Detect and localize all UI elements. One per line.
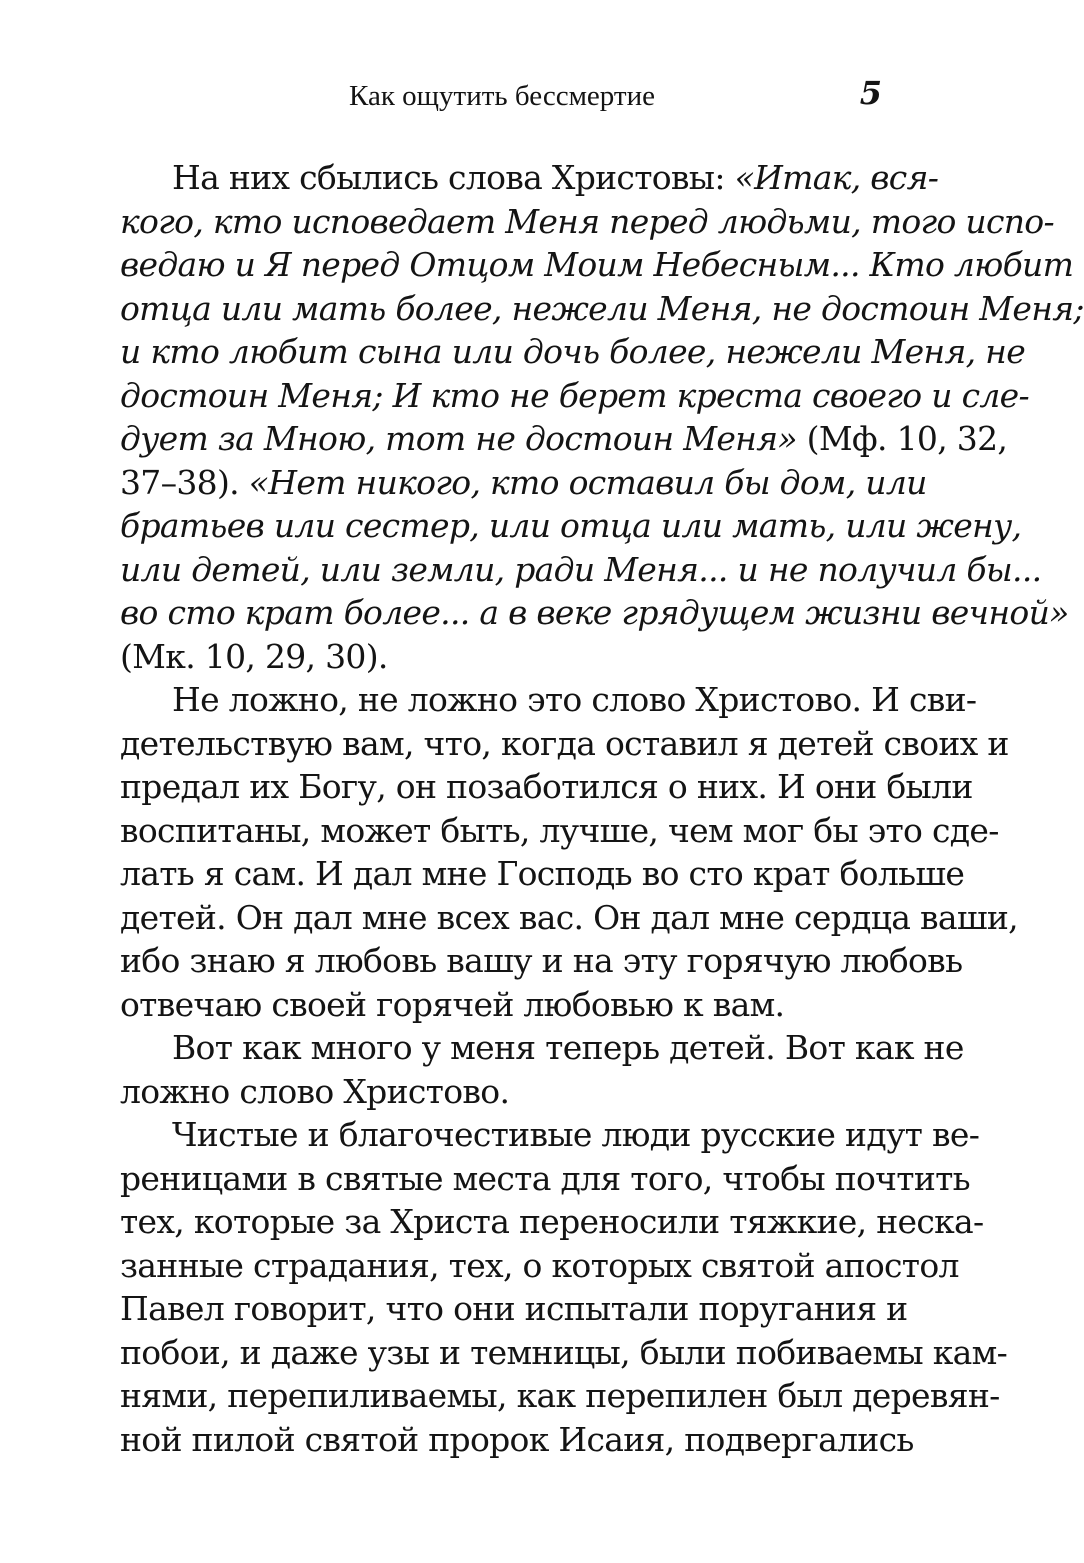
text-line: ной пилой святой пророк Исаия, подвергались: [120, 1419, 914, 1459]
text-line: и кто любит сына или дочь более, нежели Меня, не: [120, 332, 1026, 371]
text-line: (Мк. 10, 29, 30).: [120, 636, 388, 676]
text-line: На них сбылись слова Христовы: «Итак, вся-: [172, 158, 939, 197]
text-line: достоин Меня; И кто не берет креста своего и сле-: [120, 375, 1029, 415]
text-line: ведаю и Я перед Отцом Моим Небесным... Кто любит: [120, 245, 1074, 284]
running-head: [120, 74, 884, 118]
text-line: воспитаны, может быть, лучше, чем мог бы это сде-: [120, 810, 999, 850]
text-body: [120, 156, 1084, 1461]
text-line: реницами в святые места для того, чтобы почтить: [120, 1158, 970, 1198]
text-line: ложно слово Христово.: [120, 1071, 510, 1111]
text-line: или детей, или земли, ради Меня... и не получил бы...: [120, 549, 1042, 589]
text-line: братьев или сестер, или отца или мать, или жену,: [120, 506, 1022, 545]
text-line: Чистые и благочестивые люди русские идут ве-: [172, 1115, 980, 1154]
text-line: побои, и даже узы и темницы, были побиваемы кам-: [120, 1332, 1008, 1372]
text-line: Не ложно, не ложно это слово Христово. И сви-: [172, 680, 977, 719]
text-line: нями, перепиливаемы, как перепилен был деревян-: [120, 1376, 1000, 1415]
text-line: отвечаю своей горячей любовью к вам.: [120, 984, 785, 1024]
text-line: дует за Мною, тот не достоин Меня» (Мф. 10, 32,: [120, 419, 1008, 458]
text-line: во сто крат более... а в веке грядущем жизни вечной»: [120, 593, 1069, 632]
text-line: Павел говорит, что они испытали поругания и: [120, 1289, 908, 1328]
text-line: лать я сам. И дал мне Господь во сто крат больше: [120, 854, 965, 893]
text-line: занные страдания, тех, о которых святой апостол: [120, 1245, 959, 1285]
text-line: кого, кто исповедает Меня перед людьми, того испо-: [120, 201, 1054, 241]
text-line: отца или мать более, нежели Меня, не достоин Меня;: [120, 288, 1084, 328]
text-line: тех, которые за Христа переносили тяжкие, неска-: [120, 1202, 984, 1241]
text-line: ибо знаю я любовь вашу и на эту горячую любовь: [120, 941, 963, 980]
text-line: предал их Богу, он позаботился о них. И они были: [120, 767, 973, 806]
running-title: Как ощутить бессмертие: [349, 80, 655, 112]
text-line: 37–38). «Нет никого, кто оставил бы дом, или: [120, 462, 927, 502]
text-line: детей. Он дал мне всех вас. Он дал мне сердца ваши,: [120, 897, 1018, 937]
text-line: Вот как много у меня теперь детей. Вот как не: [172, 1028, 964, 1067]
text-line: детельствую вам, что, когда оставил я детей своих и: [120, 723, 1009, 763]
page-number: 5: [859, 74, 882, 112]
